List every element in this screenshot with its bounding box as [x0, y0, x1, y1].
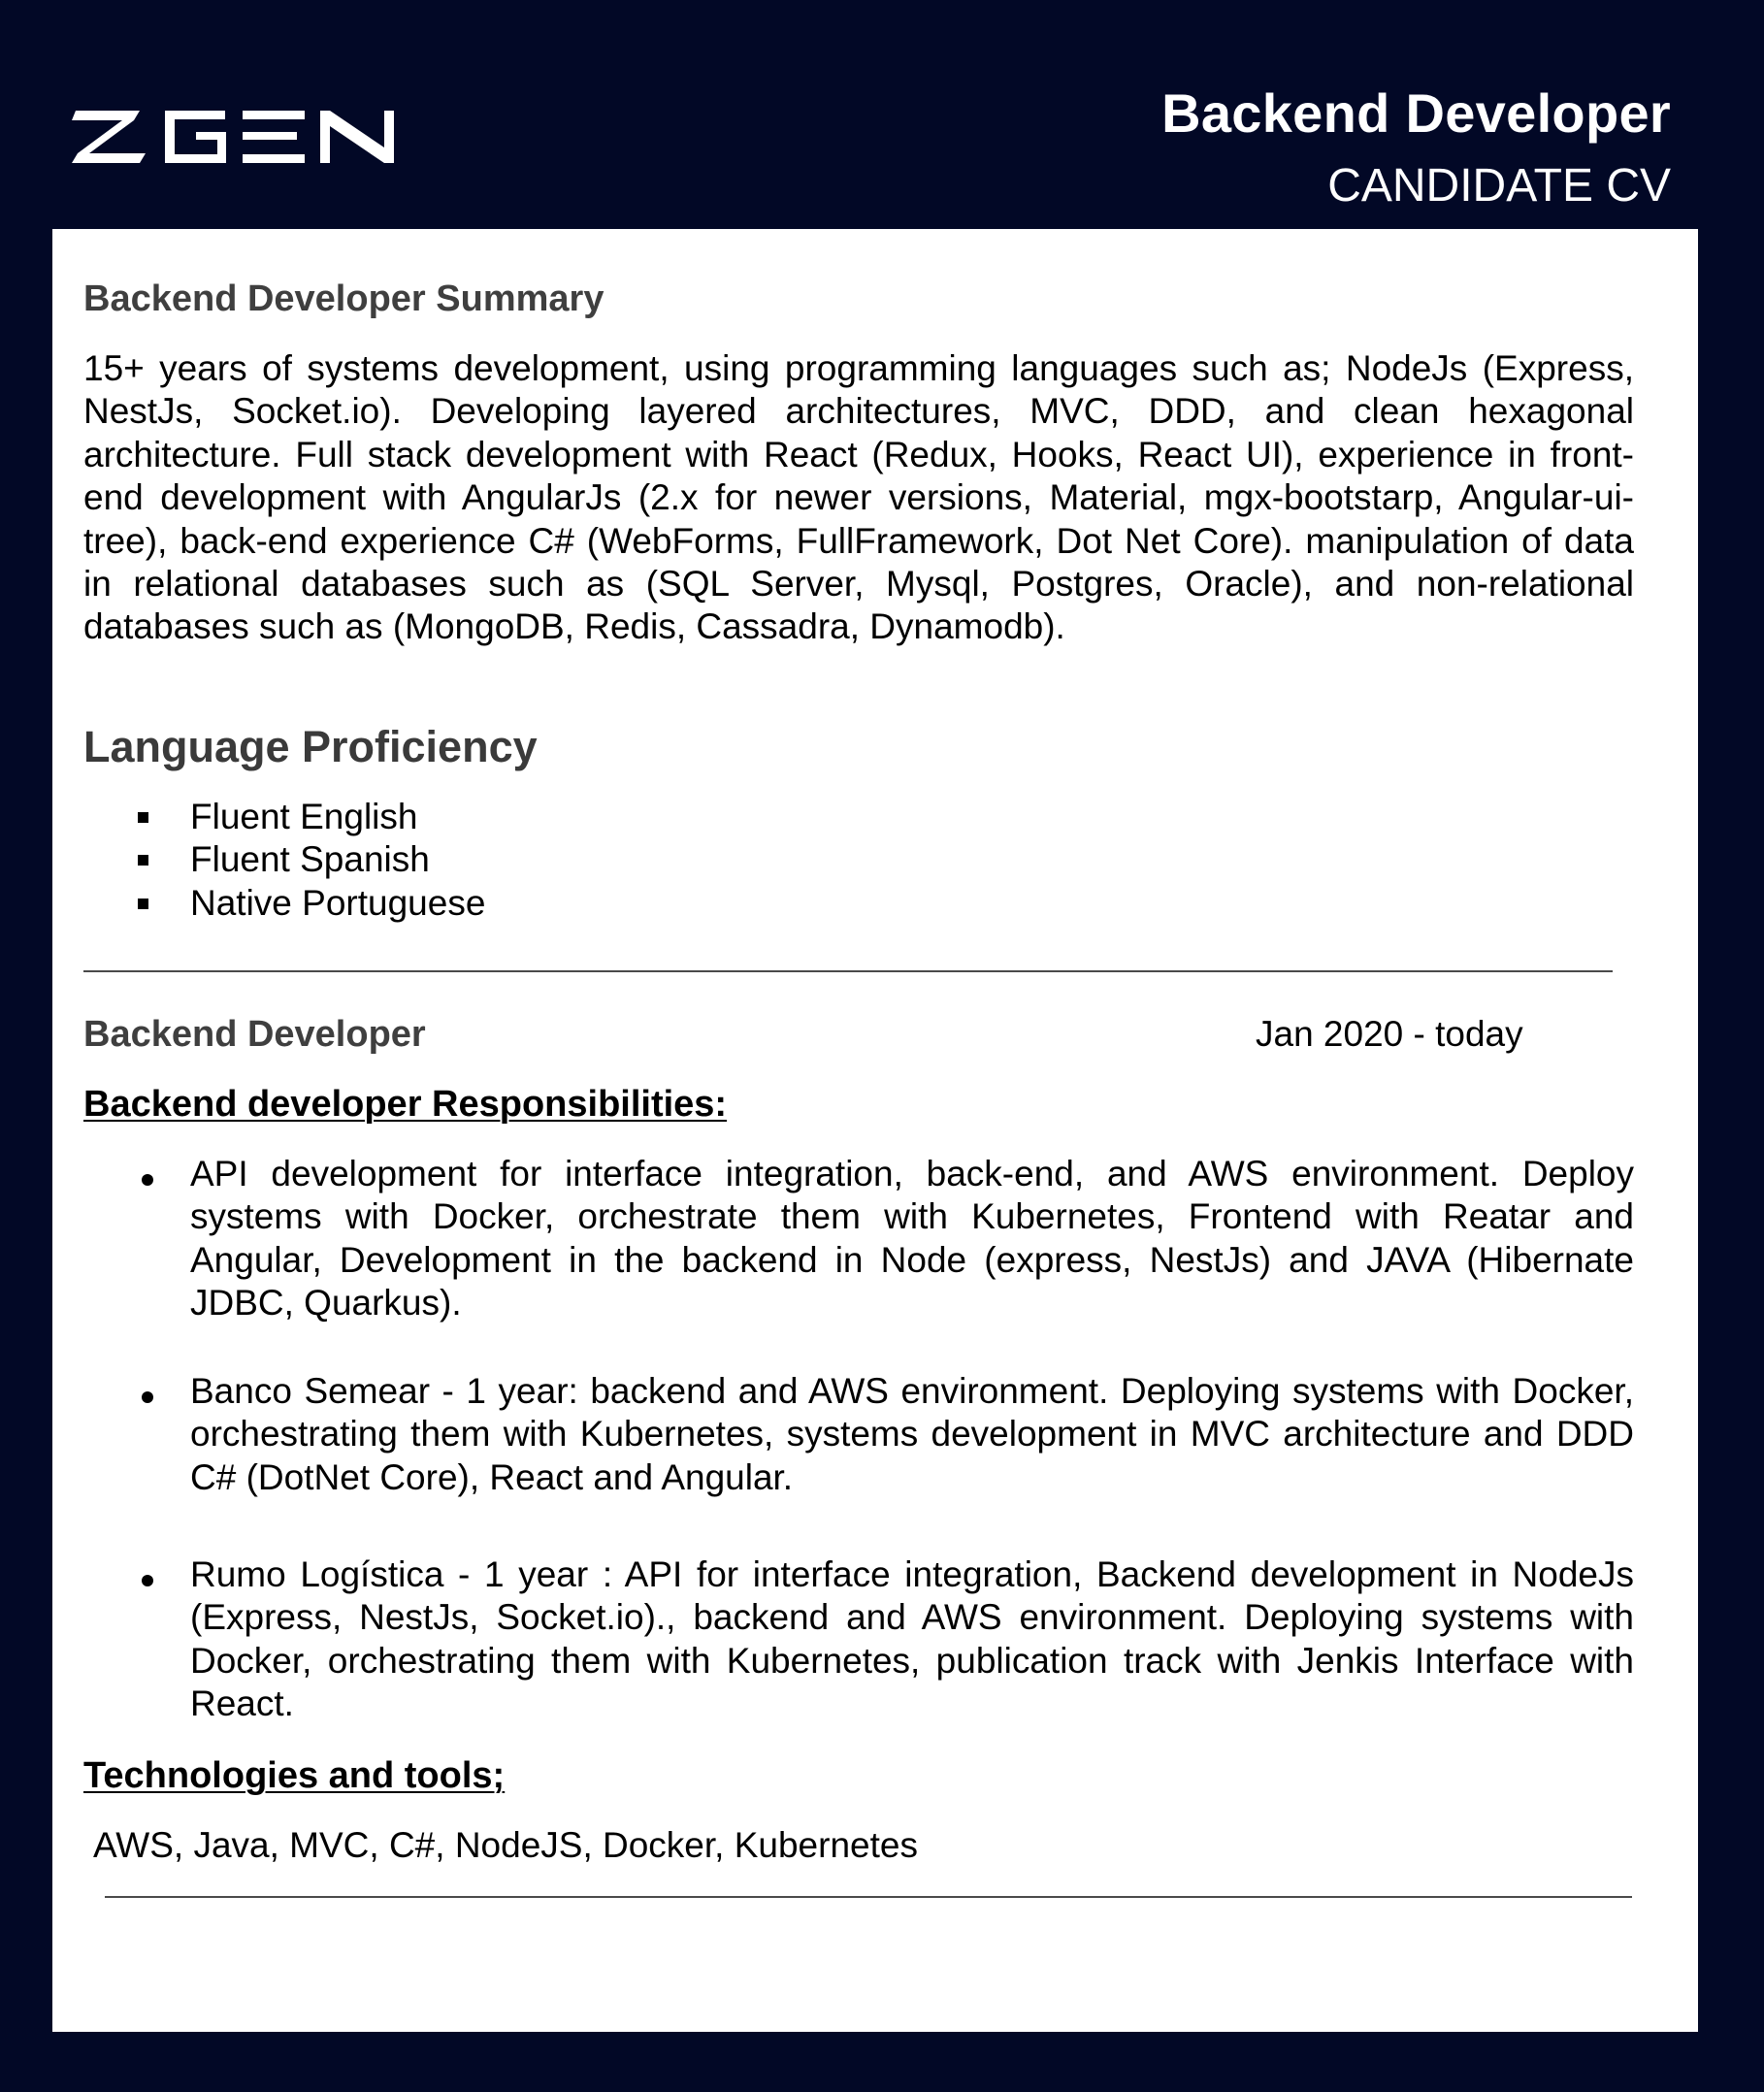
square-bullet-icon: [138, 899, 148, 909]
responsibilities-heading: Backend developer Responsibilities:: [83, 1084, 728, 1125]
language-list: [83, 796, 485, 925]
round-bullet-icon: [142, 1575, 153, 1586]
cv-card: [52, 229, 1698, 2032]
language-item: [83, 882, 485, 925]
header-subtitle: CANDIDATE CV: [1327, 160, 1671, 212]
header-title: Backend Developer: [1161, 82, 1671, 144]
language-label: Fluent English: [190, 797, 418, 836]
technologies-list: AWS, Java, MVC, C#, NodeJS, Docker, Kubernetes: [93, 1825, 918, 1865]
section-divider: [83, 970, 1613, 972]
round-bullet-icon: [142, 1174, 153, 1186]
language-label: Native Portuguese: [190, 882, 486, 923]
section-divider: [105, 1896, 1632, 1898]
responsibility-item: Rumo Logística - 1 year : API for interface integration, Backend development in NodeJs (Express, NestJs, Socket.io)., backend and AWS environment. Deploying systems with Docker, orchestrating them with Kubernetes, publication track with Jenkis Interface with React.: [190, 1554, 1634, 1724]
summary-text: 15+ years of systems development, using programming languages such as; NodeJs (Express, NestJs, Socket.io). Developing layered architectures, MVC, DDD, and clean hexagonal architecture. Full stack development with React (Redux, Hooks, React UI), experience in front-end development with AngularJs (2.x for newer versions, Material, mgx-bootstarp, Angular-ui-tree), back-end experience C# (WebForms, FullFramework, Dot Net Core). manipulation of data in relational databases such as (SQL Server, Mysql, Postgres, Oracle), and non-relational databases such as (MongoDB, Redis, Cassadra, Dynamodb).: [83, 348, 1634, 647]
language-item: [83, 838, 485, 881]
language-heading: Language Proficiency: [83, 722, 538, 771]
responsibility-item: API development for interface integration, back-end, and AWS environment. Deploy systems with Docker, orchestrate them with Kubernetes, Frontend with Reatar and Angular, Development in the backend in Node (express, NestJs) and JAVA (Hibernate JDBC, Quarkus).: [190, 1154, 1634, 1324]
zgen-logo: [72, 109, 400, 170]
square-bullet-icon: [138, 812, 148, 823]
responsibility-item: Banco Semear - 1 year: backend and AWS environment. Deploying systems with Docker, orchestrating them with Kubernetes, systems development in MVC architecture and DDD C# (DotNet Core), React and Angular.: [190, 1371, 1634, 1497]
round-bullet-icon: [142, 1391, 153, 1403]
square-bullet-icon: [138, 855, 148, 866]
language-item: [83, 796, 485, 838]
technologies-heading: Technologies and tools;: [83, 1755, 506, 1796]
job-title: Backend Developer: [83, 1014, 426, 1055]
job-dates: Jan 2020 - today: [1256, 1014, 1523, 1054]
language-label: Fluent Spanish: [190, 839, 430, 880]
summary-heading: Backend Developer Summary: [83, 278, 604, 319]
